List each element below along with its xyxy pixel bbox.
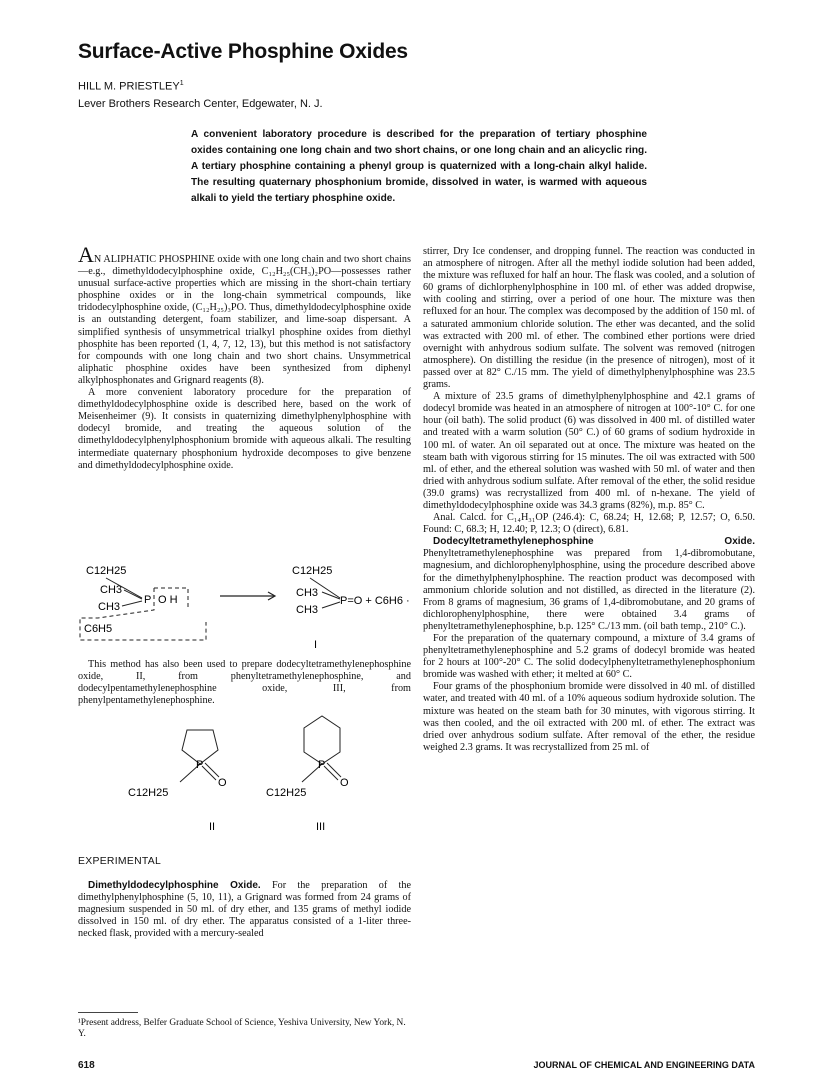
- scheme-methyl-label-2: CH3: [98, 601, 121, 613]
- experimental-paragraph: For the preparation of the dimethylphenylphosphine (5, 10, 11), a Grignard was formed from 24 grams of magnesium suspended in 50 ml. of dry ether, and 135 grams of methyl iodide dissolved in 150 ml. of dry ether. The apparatus consisted of a 1-liter three-necked flask, provided with a mercury-sealed: [78, 880, 411, 940]
- journal-name: JOURNAL OF CHEMICAL AND ENGINEERING DATA: [533, 1060, 755, 1070]
- intro-paragraph-1: N ALIPHATIC PHOSPHINE oxide with one long chain and two short chains—e.g., dimethyldodecylphosphine oxide, C₁₂H₂₅(CH₃)₂PO—possesses rather unusual surface-active properties which are missing in the short-chain tertiary phosphine oxides or in the long-chain symmetrical compounds, like tridodecylphosphine oxide, (C₁₂H₂₅)₃PO. Thus, dimethyldodecylphosphine oxide is an outstanding detergent, foam stabilizer, and lime-soap dispersant. A simplified synthesis of unsymmetrical trialkyl phosphine oxides from diethyl phosphite has been reported (1, 4, 7, 12, 13), but this method is not satisfactory for compounds with one long chain and two short chains. Unsymmetrical aliphatic phosphine oxides have been synthesized from diphenyl alkylphosphonates and Grignard reagents (8).: [78, 254, 411, 386]
- scheme-dodecyl-label: C12H25: [86, 565, 127, 577]
- drop-cap: A: [78, 242, 94, 267]
- scheme-methyl-label-1: CH3: [100, 584, 123, 596]
- product-oxide-label: P=O + C6H6 ·: [340, 595, 410, 607]
- experimental-text: [78, 880, 411, 940]
- article-title: Surface-Active Phosphine Oxides: [78, 40, 408, 63]
- product-dodecyl-label: C12H25: [292, 565, 333, 577]
- scheme-arrow: [220, 592, 275, 600]
- ring-II-dodecyl: C12H25: [128, 787, 169, 799]
- right-paragraph-4: Phenyltetramethylenephosphine was prepared from 1,4-dibromobutane, magnesium, and dichlorophenylphosphine, using the procedure described above for the dimethylphenylphosphine. The reaction product was decomposed with ammonium chloride solution and not distilled, as directed in the literature (2). From 8 grams of magnesium, 36 grams of 1,4-dibromobutane, and 20 grams of dichlorophenylphosphine, there were obtained 3.4 grams of phenyltetramethylenephosphine, b.p. 125° C./13 mm. (oil bath temp., 210° C.).: [423, 548, 755, 632]
- ring-II-phosphorus: P: [196, 759, 204, 771]
- right-paragraph-2: A mixture of 23.5 grams of dimethylphenylphosphine and 42.1 grams of dodecyl bromide was heated in an atmosphere of nitrogen at 100°-10° C. for one hour (oil bath). The solid product (6) was dissolved in 400 ml. of distilled water and treated with a warm solution (50° C.) of 60 grams of sodium hydroxide in 100 ml. of water. An oil separated out at once. The mixture was heated on the steam bath with vigorous stirring for 15 minutes. The oil was extracted with 500 ml. of ether, and the ethereal solution was washed with 50 ml. of water and then dried with anhydrous sodium sulfate. After removal of the ether, the solid residue (39.0 grams) was recrystallized from 400 ml. of n-hexane. The yield of dimethyldodecylphosphine oxide was 34.3 grams (82%), m.p. 85° C.: [423, 391, 755, 511]
- intro-text: [78, 242, 411, 472]
- page-number: 618: [78, 1060, 95, 1071]
- abstract: A convenient laboratory procedure is described for the preparation of tertiary phosphine oxides containing one long chain and two short chains, or one long chain and an alicyclic ring. A tertiary phosphine containing a phenyl group is quaternized with a long-chain alkyl halide. The resulting quaternary phosphonium bromide, dissolved in water, is warmed with aqueous alkali to yield the tertiary phosphine oxide.: [191, 129, 647, 204]
- structures-II-III: [78, 706, 411, 836]
- ring-III-dodecyl: C12H25: [266, 787, 307, 799]
- author-line: [78, 80, 184, 93]
- right-paragraph-6: Four grams of the phosphonium bromide were dissolved in 40 ml. of distilled water, and treated with 40 ml. of a 10% aqueous sodium hydroxide solution. The mixture was heated on the steam bath for 30 minutes, with vigorous stirring. It was then cooled, and the oil extracted with 200 ml. of ether. The extract was dried over anhydrous sodium sulfate. After removal of the ether, the residue weighed 2.3 grams. It was recrystallized from 25 ml. of: [423, 681, 755, 753]
- method-text: [78, 659, 411, 707]
- scheme-hydroxide-label: O H: [158, 594, 178, 606]
- footnote: ¹Present address, Belfer Graduate School of Science, Yeshiva University, New York, N. Y.: [78, 1018, 406, 1039]
- section-heading-experimental: EXPERIMENTAL: [78, 856, 162, 867]
- product-methyl-label-1: CH3: [296, 587, 319, 599]
- right-paragraph-1: stirrer, Dry Ice condenser, and dropping funnel. The reaction was conducted in an atmosphere of nitrogen. After all the methyl iodide solution had been added, the mixture was refluxed for half an hour. The flask was cooled, and a solution of 60 grams of dichlorphenylphosphine in 100 ml. of ether was added dropwise, with cooling and stirring, over a period of one hour. The mixture was then refluxed for an hour. The complex was decomposed by the addition of 150 ml. of a saturated ammonium chloride solution. The ether was decanted, and the solid was extracted with 200 ml. of ether. The combined ether portions were dried overnight with anhydrous sodium sulfate. The solvent was removed (nitrogen atmosphere). On distilling the residue (in the presence of nitrogen), most of it passed over at 82° C./15 mm. The yield of dimethylphenylphosphine was 23.5 grams.: [423, 246, 755, 391]
- ring-II-oxygen: O: [218, 777, 227, 789]
- ring-II: [180, 730, 219, 782]
- subhead-dodecyltetramethylene: Dodecyltetramethylenephosphine Oxide.: [433, 536, 755, 548]
- scheme-phosphorus-label: P: [144, 594, 152, 606]
- method-paragraph: This method has also been used to prepare dodecyltetramethylenephosphine oxide, II, from phenyltetramethylenephosphine, and dodecylpentamethylenephosphine oxide, III, from phenylpentamethylenephosphine.: [78, 659, 411, 707]
- subhead-dimethyldodecyl: Dimethyldodecylphosphine Oxide.: [88, 880, 261, 891]
- intro-paragraph-2: A more convenient laboratory procedure for the preparation of dimethyldodecylphosphine oxide is described here, based on the work of Meisenheimer (9). It consists in quaternizing dimethylphenylphosphine with dodecyl bromide, and treating the aqueous solution of the dimethyldodecylphenylphosphonium bromide with aqueous alkali. The resulting intermediate quaternary phosphonium hydroxide decomposes to give benzene and dimethyldodecylphosphine oxide.: [78, 387, 411, 471]
- right-paragraph-5: For the preparation of the quaternary compound, a mixture of 3.4 grams of phenyltetramethylenephosphine and 5.2 grams of dodecyl bromide was heated for 2 hours at 100°-20° C. The solid dodecylphenyltetramethylenephosphonium bromide was washed with ether; it melted at 60° C.: [423, 633, 755, 681]
- author-name: HILL M. PRIESTLEY: [78, 80, 180, 93]
- author-footnote-mark: 1: [179, 80, 184, 87]
- compound-label-III: III: [316, 821, 326, 833]
- product-methyl-label-2: CH3: [296, 604, 319, 616]
- right-column-text: [423, 246, 755, 754]
- scheme-phenyl-label: C6H5: [84, 623, 113, 635]
- affiliation: Lever Brothers Research Center, Edgewater, N. J.: [78, 98, 323, 110]
- ring-III-oxygen: O: [340, 777, 349, 789]
- ring-III: [302, 716, 341, 782]
- analysis-paragraph: Anal. Calcd. for C₁₄H₃₁OP (246.4): C, 68.24; H, 12.68; P, 12.57; O, 6.50. Found: C, 68.3; H, 12.40; P, 12.3; O (direct), 6.81.: [423, 512, 755, 536]
- reaction-scheme: [78, 560, 411, 660]
- ring-III-phosphorus: P: [318, 759, 326, 771]
- compound-label-I: I: [314, 639, 318, 651]
- compound-label-II: II: [209, 821, 216, 833]
- footnote-rule: [78, 1012, 138, 1013]
